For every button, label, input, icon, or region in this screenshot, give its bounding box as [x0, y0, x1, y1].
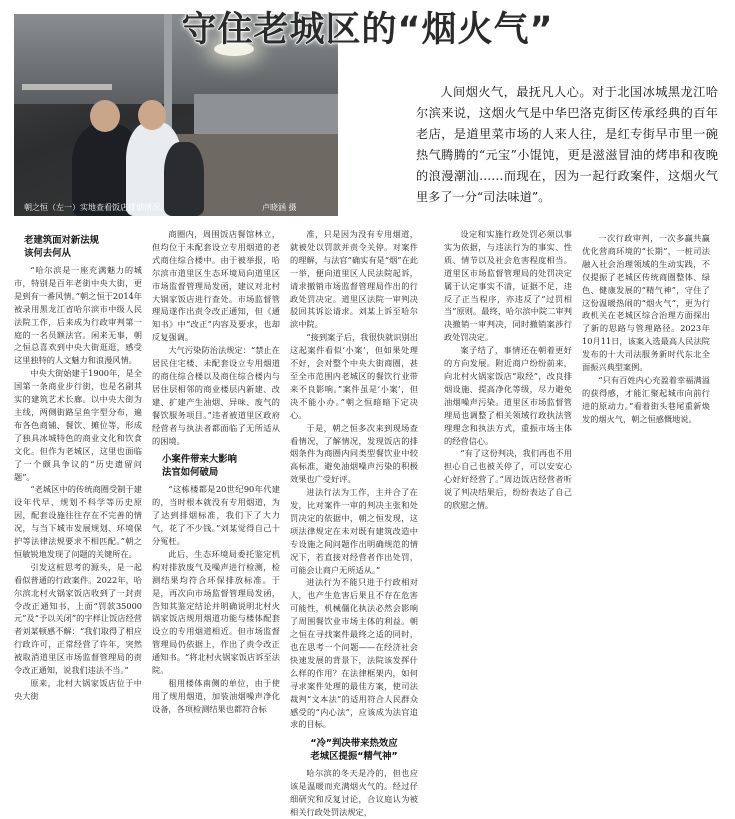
section-heading-line: 小案件带来大影响: [162, 454, 238, 466]
paragraph: 此后，生态环境局委托鉴定机构对排放废气及噪声进行检测，检测结果均符合环保排放标准。于是，再次向市场监督管理局发函，告知其鉴定结论并明确说明北村火锅家饭店规用烟道功能与楼体配套设立的专用烟道相近。但市场监督管理局仍依据上，作出了责令改正通知书。“将北村火锅家饭店诉至法院。: [152, 548, 280, 676]
section-heading: [162, 453, 280, 479]
paragraph: 引发这桩思考的源头，是一起看似普通的行政案件。2022年，哈尔滨北村火锅家饭店收到了一封责令改正通知书，上面“罚款35000元”及“予以关闭”的字样让饭店经营者刘某顿感不解：“我们取得了相应行政许可，正常经营了许年，突然被取消道里区市场监督管理局的责令改正通知，说我们违法不当。”: [14, 561, 142, 676]
paragraph: 一次行政审判，一次多赢共赢优化营商环境的“长期”，一桩司法融入社会治理领域的生动实践，不仅提振了老城区传统商圈整体、绿色、健康发展的“精气神”，守住了这份温暖热闹的“烟火气”，更为行政机关在老城区综合治理方面探出了新的思路与管理路径。2023年10月11日，该案入选最高人民法院发布的十大司法服务新时代东北全面振兴典型案例。: [582, 233, 710, 373]
lead-paragraph: [416, 82, 718, 208]
article-column-4: [444, 228, 572, 598]
article-column-5: [582, 232, 710, 602]
paragraph: “只有百姓内心充盈着幸福满溢的获得感，才能汇聚起城市向前行进的原动力。”看着街头巷尾重新焕发的烟火气，朝之恒感慨地说。: [582, 374, 710, 424]
paragraph: 租用楼体南侧的单位，由于使用了规用烟道，加装油烟噪声净化设备，各项检测结果也都符合标: [152, 678, 280, 714]
paragraph: 进法行为不能只进于行政相对人，也产生危害后果且不存在危害可能性，机械僵化执法必然会影响了周围餐饮业市场主体的利益。朝之恒在寻找案件最终之适的同时，也在思考一个问题——在经济社会快速发展的背景下，法院该发挥什么样的作用？在法律框架内，如何寻求案件处理的最佳方案，使司法裁判“文本法”的适用符合人民群众感受的“内心法”，应该成为法官追求的目标。: [290, 577, 418, 730]
paragraph: 哈尔滨的冬天是冷的，但也应该是温暖而充满烟火气的。经过仔细研究和反复讨论，合议庭认为被相关行政处罚法规定，: [290, 768, 418, 818]
paragraph: “有了这份判决，我们再也不用担心自己也被关停了，可以安安心心好好经营了。”周边饭店经营者听说了判决结果后，纷纷表达了自己的欣慰之情。: [444, 448, 572, 511]
section-heading: [290, 737, 418, 763]
paragraph: 进法行法为工作，主并合了在发，比对案件一审的判决主张和处罚决定的依据中，朝之恒发现，这项法律规定在未对既有建筑改造中专设施之间问题作出明确规范的情况下，若直接对经营者作出处罚，可能会让商户无所适从。”: [290, 487, 418, 575]
section-heading-line: 老城区提振“精气神”: [310, 751, 398, 763]
photo-person-two-head: [138, 100, 166, 130]
photo-range-hood: [194, 94, 338, 134]
paragraph: “哈尔滨是一座充满魅力的城市，特别是百年老街中央大街，更是到有一番风情。”朝之恒于2014年被录用黑龙江省哈尔滨市中级人民法院工作，后来成为行政审判第一庭的一名员额法官。闲来无事，朝之恒总喜欢到中央大街逛逛，感受这里独特的人文魅力和浪漫风情。: [14, 265, 142, 366]
lead-text: 人间烟火气，最抚凡人心。对于北国冰城黑龙江哈尔滨来说，这烟火气是中华巴洛克街区传承经典的百年老店，是道里菜市场的人来人往，是红专街早市里一碗热气腾腾的“元宝”小馄饨，更是滋滋冒油的烤串和夜晚的浪漫潮汕……而现在，因为一起行政案件，这烟火气里多了一分“司法味道”。: [416, 85, 718, 204]
paragraph: 原来，北村大锅家饭店位于中央大街: [14, 678, 142, 701]
paragraph: 大气污染防治法规定：“禁止在居民住宅楼、未配套设立专用烟道的商住综合楼以及商住综合楼内与居住层相邻的商业楼层内新建、改建、扩建产生油烟、异味、废气的餐饮服务项目。”违者被道里区政府经营者与执法者都面临了无所适从的困境。: [152, 345, 280, 446]
paragraph: 设定和实施行政处罚必须以事实为依据，与违法行为的事实、性质、情节以及社会危害程度相当。道里区市场监督管理局的处罚决定属于认定事实不清，证据不足，违反了正当程序，亦违反了“过罚相当”原则。最终，哈尔滨中院二审判决撤销一审判决，同时撤销案涉行政处罚决定。: [444, 229, 572, 343]
photo-person-judge-head: [90, 100, 120, 132]
photo-credit: 卢晓涵 摄: [262, 203, 297, 212]
section-heading-line: 法官如何破局: [162, 467, 219, 479]
paragraph: 于是，朝之恒多次来到现场查看情况，了解情况，发现饭店的排烟条件为商圈内同类型餐饮业中较高标准，避免油烟噪声污染的积极效果也广受好评。: [290, 422, 418, 485]
paragraph: “这栋楼都是20世纪90年代建的，当时根本就没有专用烟道，为了达到排烟标准，我们下了大力气，花了不少钱。”刘某觉得自己十分冤枉。: [152, 484, 280, 547]
photo-person-three: [164, 142, 204, 216]
article-column-1: [14, 228, 142, 701]
paragraph: “接到案子后，我很快就识别出这起案件看似‘小案’，但如果处理不好，会对整个中央大街商圈，甚至全市范围内老城区的餐饮行业带来不良影响。”案件虽是‘小案’，但决不能小办。”朝之恒暗暗下定决心。: [290, 332, 418, 420]
paragraph: 中央大街始建于1900年，是全国第一条商业步行街，也是名副其实的建筑艺术长廊。以中央大街为主线，两侧街路呈鱼字型分布，遍布各色商铺、餐饮、摊位等，形成了独具冰城特色的商业文化和饮食文化。但作为老城区，这里也面临了一个颇具争议的“历史遗留问题”。: [14, 368, 142, 482]
photo-caption: 朝之恒（左一）实地查看饭店排烟情况。: [24, 203, 168, 212]
paragraph: 准，只是因为没有专用烟道，就被处以罚款并责令关停。对案件的理解，与法官“确实有是“烟”在此一举，便向道里区人民法院起诉，请求撤销市场监督管理局作出的行政处罚决定。道里区法院一审判决驳回其诉讼请求。刘某上诉至哈尔滨中院。: [290, 229, 418, 330]
article-column-2: [152, 228, 280, 714]
section-heading-line: 老建筑面对新法规: [24, 235, 100, 246]
paragraph: “老城区中的传统商圈受制于建设年代早、规划不科学等历史原因，配套设施往往存在不完善的情况，与当下城市发展规划、环境保护等法律法规要求不相匹配。”朝之恒敏锐地发现了问题的关键所在。: [14, 484, 142, 559]
section-heading: [24, 234, 142, 260]
section-heading-line: “冷”判决带来热效应: [310, 738, 398, 750]
paragraph: 案子结了，事情还在朝着更好的方向发展。附近商户纷纷前来，向北村火锅家饭店“取经”，改良排烟设施、提高净化等级，尽力避免油烟噪声污染。道里区市场监督管理局也调整了相关领域行政执法管理理念和执法方式，重振市场主体的经营信心。: [444, 345, 572, 446]
article-column-3: [290, 228, 418, 818]
headline: 守住老城区的“烟火气”: [181, 10, 554, 50]
photo-shelf: [22, 84, 112, 90]
paragraph: 商圈内，周围饭店餐馆林立，但均位于未配套设立专用烟道的老式商住综合楼中。由于被举报，哈尔滨市道里区生态环境局向道里区市场监督管理局发函，建议对北村大锅家饭店进行查处。市场监督管理局遂作出责令改正通知，但《通知书》中“改正”内容及要求，也却反复强调。: [152, 229, 280, 343]
section-heading-line: 该何去何从: [24, 248, 71, 259]
